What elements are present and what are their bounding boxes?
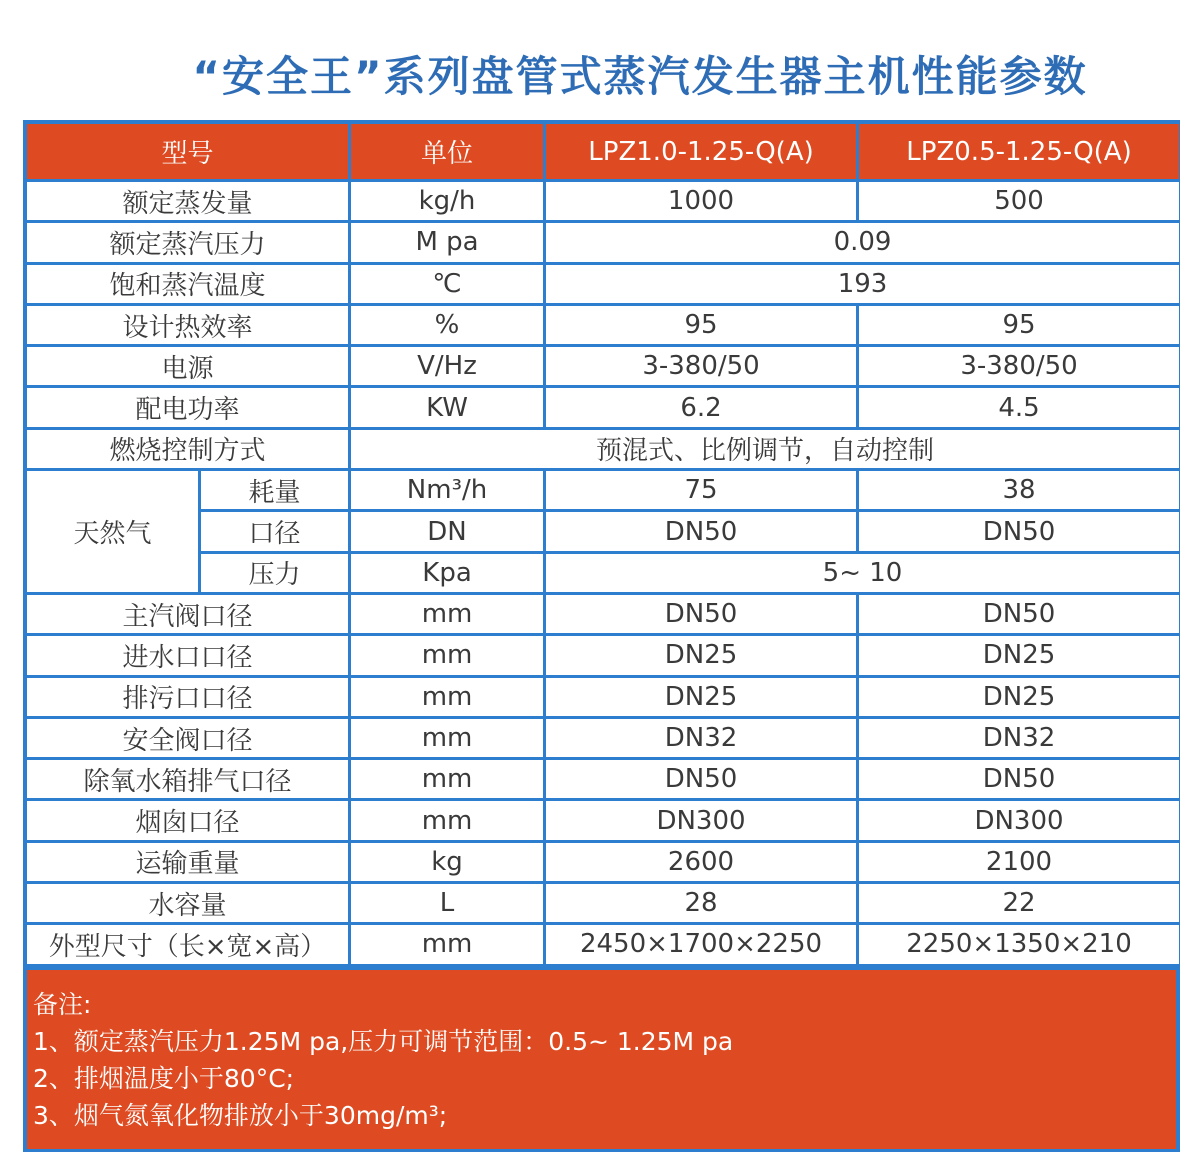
row-value-2: 22 [859,884,1179,922]
row-label: 水容量 [27,884,348,922]
row-unit: V/Hz [351,347,543,385]
row-value-1: DN25 [546,636,856,674]
row-value-1: 28 [546,884,856,922]
table-row [27,265,1179,303]
row-value-2: 4.5 [859,388,1179,426]
gas-group-label: 天然气 [27,471,198,592]
row-value-2: 38 [859,471,1179,509]
row-value-1: DN50 [546,760,856,798]
row-value: 193 [546,265,1179,303]
row-label: 烟囱口径 [27,801,348,839]
row-value-2: 95 [859,306,1179,344]
row-value: 预混式、比例调节，自动控制 [351,430,1179,468]
row-sublabel: 口径 [201,512,348,550]
note-item: 3、烟气氮氧化物排放小于30mg/m³; [33,1101,448,1130]
row-unit: ℃ [351,265,543,303]
table-row [27,347,1179,385]
row-unit: mm [351,925,543,963]
row-value-2: 500 [859,182,1179,220]
table-row [27,636,1179,674]
row-value-1: DN50 [546,595,856,633]
table-row [27,843,1179,881]
row-unit: kg [351,843,543,881]
header-col2: LPZ0.5-1.25-Q(A) [859,124,1179,179]
row-label: 主汽阀口径 [27,595,348,633]
row-unit: mm [351,760,543,798]
note-item: 1、额定蒸汽压力1.25M pa,压力可调节范围：0.5~ 1.25M pa [33,1027,734,1056]
row-value-1: 95 [546,306,856,344]
table-row [27,306,1179,344]
row-value-2: DN50 [859,760,1179,798]
row-unit: mm [351,595,543,633]
spec-table [24,121,1182,967]
row-value-1: 75 [546,471,856,509]
row-value-2: 2100 [859,843,1179,881]
row-label: 安全阀口径 [27,719,348,757]
row-label: 运输重量 [27,843,348,881]
row-sublabel: 压力 [201,554,348,592]
row-unit: DN [351,512,543,550]
row-label: 设计热效率 [27,306,348,344]
row-unit: mm [351,636,543,674]
row-value-2: DN25 [859,636,1179,674]
row-value-1: 6.2 [546,388,856,426]
row-label: 配电功率 [27,388,348,426]
row-unit: Kpa [351,554,543,592]
row-label: 除氧水箱排气口径 [27,760,348,798]
table-row [27,925,1179,963]
row-value-1: 1000 [546,182,856,220]
row-value-2: DN50 [859,512,1179,550]
row-value-1: DN50 [546,512,856,550]
note-item: 2、排烟温度小于80°C; [33,1064,295,1093]
row-label: 饱和蒸汽温度 [27,265,348,303]
row-unit: mm [351,719,543,757]
row-unit: Nm³/h [351,471,543,509]
notes-box [27,970,1176,1149]
page-title: “安全王”系列盘管式蒸汽发生器主机性能参数 [192,52,1088,101]
table-row [27,182,1179,220]
table-header-row [27,124,1179,179]
table-row [27,595,1179,633]
row-value-1: DN300 [546,801,856,839]
row-unit: mm [351,801,543,839]
row-value-2: DN50 [859,595,1179,633]
row-label: 排污口口径 [27,678,348,716]
table-row [27,801,1179,839]
table-row [27,678,1179,716]
row-value-2: DN32 [859,719,1179,757]
table-row [27,760,1179,798]
row-unit: kg/h [351,182,543,220]
notes-heading: 备注: [33,990,92,1019]
row-label: 进水口口径 [27,636,348,674]
row-value-1: 2450×1700×2250 [546,925,856,963]
table-row [27,512,1179,550]
row-value: 5~ 10 [546,554,1179,592]
row-value-2: 3-380/50 [859,347,1179,385]
row-unit: L [351,884,543,922]
row-value-1: 2600 [546,843,856,881]
row-label: 额定蒸发量 [27,182,348,220]
row-label: 燃烧控制方式 [27,430,348,468]
table-row [27,223,1179,261]
row-label: 外型尺寸（长×宽×高） [27,925,348,963]
row-sublabel: 耗量 [201,471,348,509]
row-unit: KW [351,388,543,426]
table-row [27,554,1179,592]
row-value: 0.09 [546,223,1179,261]
header-unit: 单位 [351,124,543,179]
row-value-1: DN25 [546,678,856,716]
row-value-2: DN300 [859,801,1179,839]
row-label: 电源 [27,347,348,385]
table-row [27,388,1179,426]
header-col1: LPZ1.0-1.25-Q(A) [546,124,856,179]
table-row [27,430,1179,468]
row-value-2: 2250×1350×210 [859,925,1179,963]
row-value-1: 3-380/50 [546,347,856,385]
table-row [27,719,1179,757]
row-value-2: DN25 [859,678,1179,716]
table-row [27,884,1179,922]
row-unit: mm [351,678,543,716]
table-row [27,471,1179,509]
row-unit: % [351,306,543,344]
row-label: 额定蒸汽压力 [27,223,348,261]
row-value-1: DN32 [546,719,856,757]
header-model: 型号 [27,124,348,179]
row-unit: M pa [351,223,543,261]
